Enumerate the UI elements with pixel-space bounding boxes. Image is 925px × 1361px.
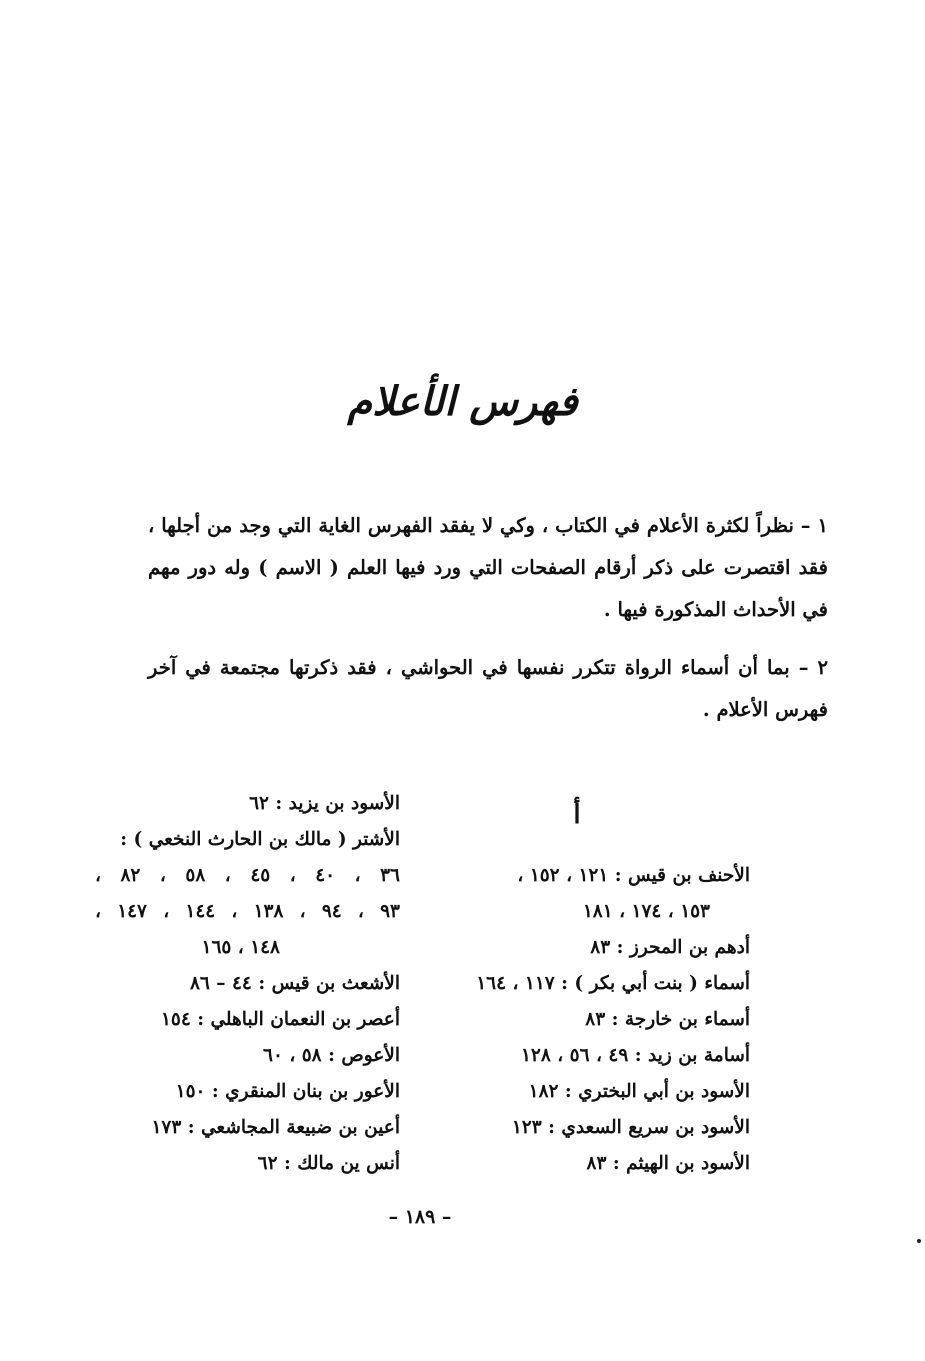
index-entry: الأحنف بن قيس : ١٢١ ، ١٥٢ ، — [517, 865, 750, 886]
index-entry: أسماء بن خارجة : ٨٣ — [585, 1009, 750, 1030]
index-entry: أعصر بن النعمان الباهلي : ١٥٤ — [160, 1009, 400, 1030]
index-entry: أسامة بن زيد : ٤٩ ، ٥٦ ، ١٢٨ — [520, 1045, 750, 1066]
scan-speck — [917, 1239, 921, 1243]
section-letter-alif: أ — [573, 800, 581, 830]
index-entry: الأعوص : ٥٨ ، ٦٠ — [263, 1045, 400, 1066]
note-2: ٢ – بما أن أسماء الرواة تتكرر نفسها في الحواشي ، فقد ذكرتها مجتمعة في آخر فهرس الأعلام . — [148, 656, 828, 721]
index-entry: الأشتر ( مالك بن الحارث النخعي ) : — [120, 829, 400, 850]
index-column-left — [95, 786, 400, 1182]
index-entry-continuation: ١٥٣ ، ١٧٤ ، ١٨١ — [582, 901, 710, 922]
index-entry: أنس ين مالك : ٦٢ — [257, 1153, 400, 1174]
index-entry: الأشعث بن قيس : ٤٤ – ٨٦ — [189, 973, 400, 994]
page-number: – ١٨٩ – — [388, 1206, 452, 1228]
index-entry: الأسود بن يزيد : ٦٢ — [249, 793, 400, 814]
index-entry: أعين بن ضبيعة المجاشعي : ١٧٣ — [151, 1117, 400, 1138]
index-entry-continuation: ١٤٨ ، ١٦٥ — [201, 937, 280, 958]
index-entry: الأعور بن بنان المنقري : ١٥٠ — [175, 1081, 400, 1102]
index-entry-continuation: ٣٦ ، ٤٠ ، ٤٥ ، ٥٨ ، ٨٢ ، — [95, 865, 400, 886]
index-entry: أسماء ( بنت أبي بكر ) : ١١٧ ، ١٦٤ — [476, 973, 750, 994]
index-entry: الأسود بن أبي البختري : ١٨٢ — [528, 1081, 750, 1102]
index-entry: الأسود بن سريع السعدي : ١٢٣ — [511, 1117, 750, 1138]
index-column-right — [440, 786, 750, 1182]
index-entry: الأسود بن الهيثم : ٨٣ — [586, 1153, 750, 1174]
page-title: فهرس الأعلام — [347, 378, 578, 425]
index-entry: أدهم بن المحرز : ٨٣ — [590, 937, 750, 958]
index-entry-continuation: ٩٣ ، ٩٤ ، ١٣٨ ، ١٤٤ ، ١٤٧ ، — [95, 901, 400, 922]
note-1: ١ – نظراً لكثرة الأعلام في الكتاب ، وكي لا يفقد الفهرس الغاية التي وجد من أجلها ، فقد اقتصرت على ذكر أرقام الصفحات التي ورد فيها العلم ( الاسم ) وله دور مهم في الأحداث المذكورة فيها . — [148, 514, 828, 621]
introductory-notes — [148, 505, 828, 747]
